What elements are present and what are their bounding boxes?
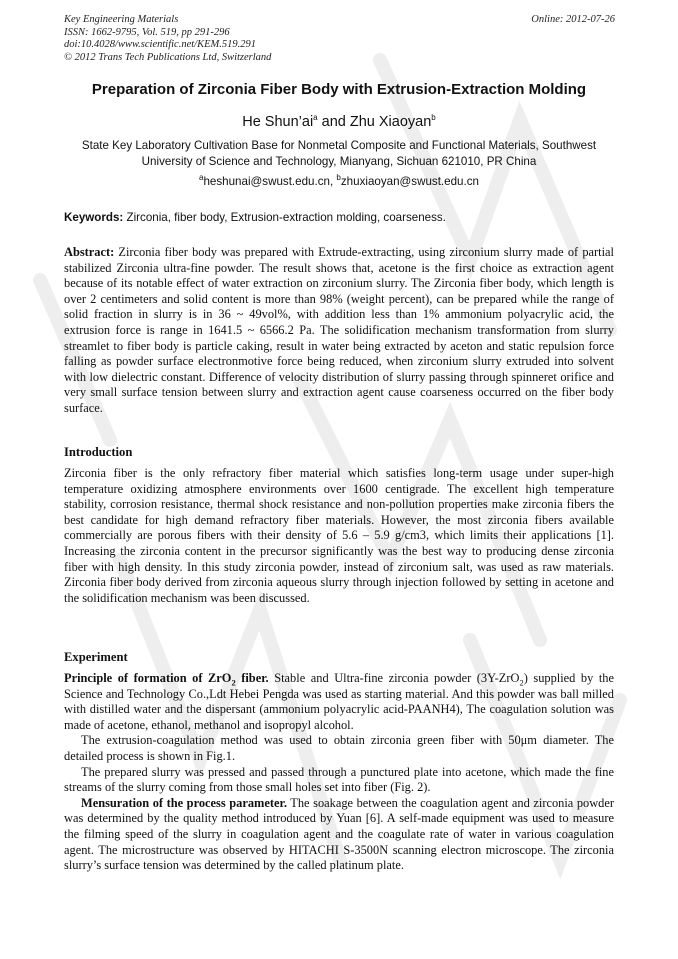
mensuration-text: The soakage between the coagulation agent and zirconia powder was determined by the quality method introduced by Yuan [6]. A self-made equipment was used to measure the filming speed of the slurry in coagulation agent and the coagulate rate of water in various coagulation agent. The microstructure was observed by HITACHI S-3500N scanning electron microscope. The zirconia slurry’s surface tension was determined by the called platinum plate. <box>64 795 614 873</box>
authors <box>40 114 638 130</box>
authors-conjunction: and <box>317 114 350 130</box>
abstract <box>64 245 614 417</box>
experiment-paragraph-1 <box>64 671 614 733</box>
keywords <box>64 211 624 224</box>
keywords-text: Zirconia, fiber body, Extrusion-extraction molding, coarseness. <box>123 211 446 224</box>
experiment-body <box>64 671 614 874</box>
introduction-text: Zirconia fiber is the only refractory fiber material which satisfies long-term usage under super-high temperature oxidizing atmosphere environments over 1600 centigrade. The excellent high temperature stability, corrosion resistance, thermal shock resistance and non-pollution properties make zirconia fibers the best candidate for high demand refractory fiber materials. However, the most zirconia fibers available commercially are porous fibers with their density of 5.6 – 5.9 g/cm3, which limits their applications [1]. Increasing the zirconia content in the precursor significantly was the best way to producing dense zirconia fiber with high density. In this study zirconia powder, instead of zirconium salt, was used as raw materials. Zirconia fiber body derived from zirconia aqueous slurry through injection followed by setting in acetone and the solidification mechanism was been discussed. <box>64 466 614 605</box>
affiliation: State Key Laboratory Cultivation Base for Nonmetal Composite and Functional Materials, Southwest University of Science and Technology, Mianyang, Sichuan 621010, PR China <box>81 139 597 168</box>
principle-text-a: Stable and Ultra-fine zirconia powder (3Y-ZrO <box>268 671 520 685</box>
email-b[interactable]: zhuxiaoyan@swust.edu.cn <box>340 175 479 188</box>
doi: doi:10.4028/www.scientific.net/KEM.519.291 <box>64 39 256 50</box>
email-b-mark: b <box>336 173 341 183</box>
email-separator: , <box>329 175 337 188</box>
experiment-paragraph-2: The extrusion-coagulation method was used to obtain zirconia green fiber with 50μm diameter. The detailed process is shown in Fig.1. <box>64 733 614 763</box>
email-a[interactable]: heshunai@swust.edu.cn <box>203 175 330 188</box>
principle-text-b: ) supplied by the Science and Technology Co.,Ldt Hebei Pengda was used as starting material. And this powder was ball milled with distilled water and the dispersant (ammonium polyacrylic acid-PAANH4), The coagulation solution was made of acetone, ethanol, methanol and isopropyl alcohol. <box>64 671 614 732</box>
principle-label-sub: 2 <box>231 677 236 688</box>
journal-name: Key Engineering Materials <box>64 14 179 25</box>
mensuration-label: Mensuration of the process parameter. <box>81 795 287 810</box>
online-date: Online: 2012-07-26 <box>531 14 615 25</box>
author-2: Zhu Xiaoyan <box>349 114 432 130</box>
principle-label-b: fiber. <box>235 671 269 685</box>
journal-meta <box>64 14 271 64</box>
author-1: He Shun’ai <box>242 114 314 130</box>
abstract-label: Abstract: <box>64 245 115 259</box>
author-2-mark: b <box>431 113 436 123</box>
author-1-mark: a <box>313 113 318 123</box>
emails <box>40 175 638 188</box>
abstract-text: Zirconia fiber body was prepared with Extrude-extracting, using zirconium slurry made of partial stabilized Zirconia ultra-fine powder. The result shows that, acetone is the first choice as extraction agent because of its notable effect of water extraction on zirconium slurry. The Zirconia fiber body, which length is over 2 centimeters and solid content is more than 98% (weight percent), can be prepared while the range of solid fraction in slurry is in 36 ~ 49vol%, with addition less than 1% ammonium polyacrylic acid, the extrusion force is range in 1641.5 ~ 6566.2 Pa. The solidification mechanism transformation from slurry streamlet to fiber body is particle caking, result in water being extracted by aceton and static repulsion force falling as powder surface electronmotive force being reduced, when zirconium slurry extruded into solvent with low dielectric constant. Difference of velocity distribution of slurry passing through spinneret orifice and very small surface tension between slurry and extraction agent cause coarseness occurred on the fiber body surface. <box>64 245 614 415</box>
principle-label <box>64 671 269 688</box>
copyright: © 2012 Trans Tech Publications Ltd, Switzerland <box>64 51 272 63</box>
experiment-paragraph-3: The prepared slurry was pressed and passed through a punctured plate into acetone, which made the fine streams of the slurry coming from those small holes set into fiber (Fig. 2). <box>64 764 614 795</box>
keywords-label: Keywords: <box>64 211 124 224</box>
email-a-mark: a <box>199 173 204 183</box>
experiment-heading: Experiment <box>64 650 128 664</box>
experiment-paragraph-4 <box>64 796 614 874</box>
principle-label-a: Principle of formation of ZrO <box>64 671 232 685</box>
issn: ISSN: 1662-9795, Vol. 519, pp 291-296 <box>64 26 230 38</box>
introduction-heading: Introduction <box>64 445 133 459</box>
principle-text-sub: 2 <box>519 677 524 688</box>
paper-title: Preparation of Zirconia Fiber Body with Extrusion-Extraction Molding <box>91 81 587 98</box>
